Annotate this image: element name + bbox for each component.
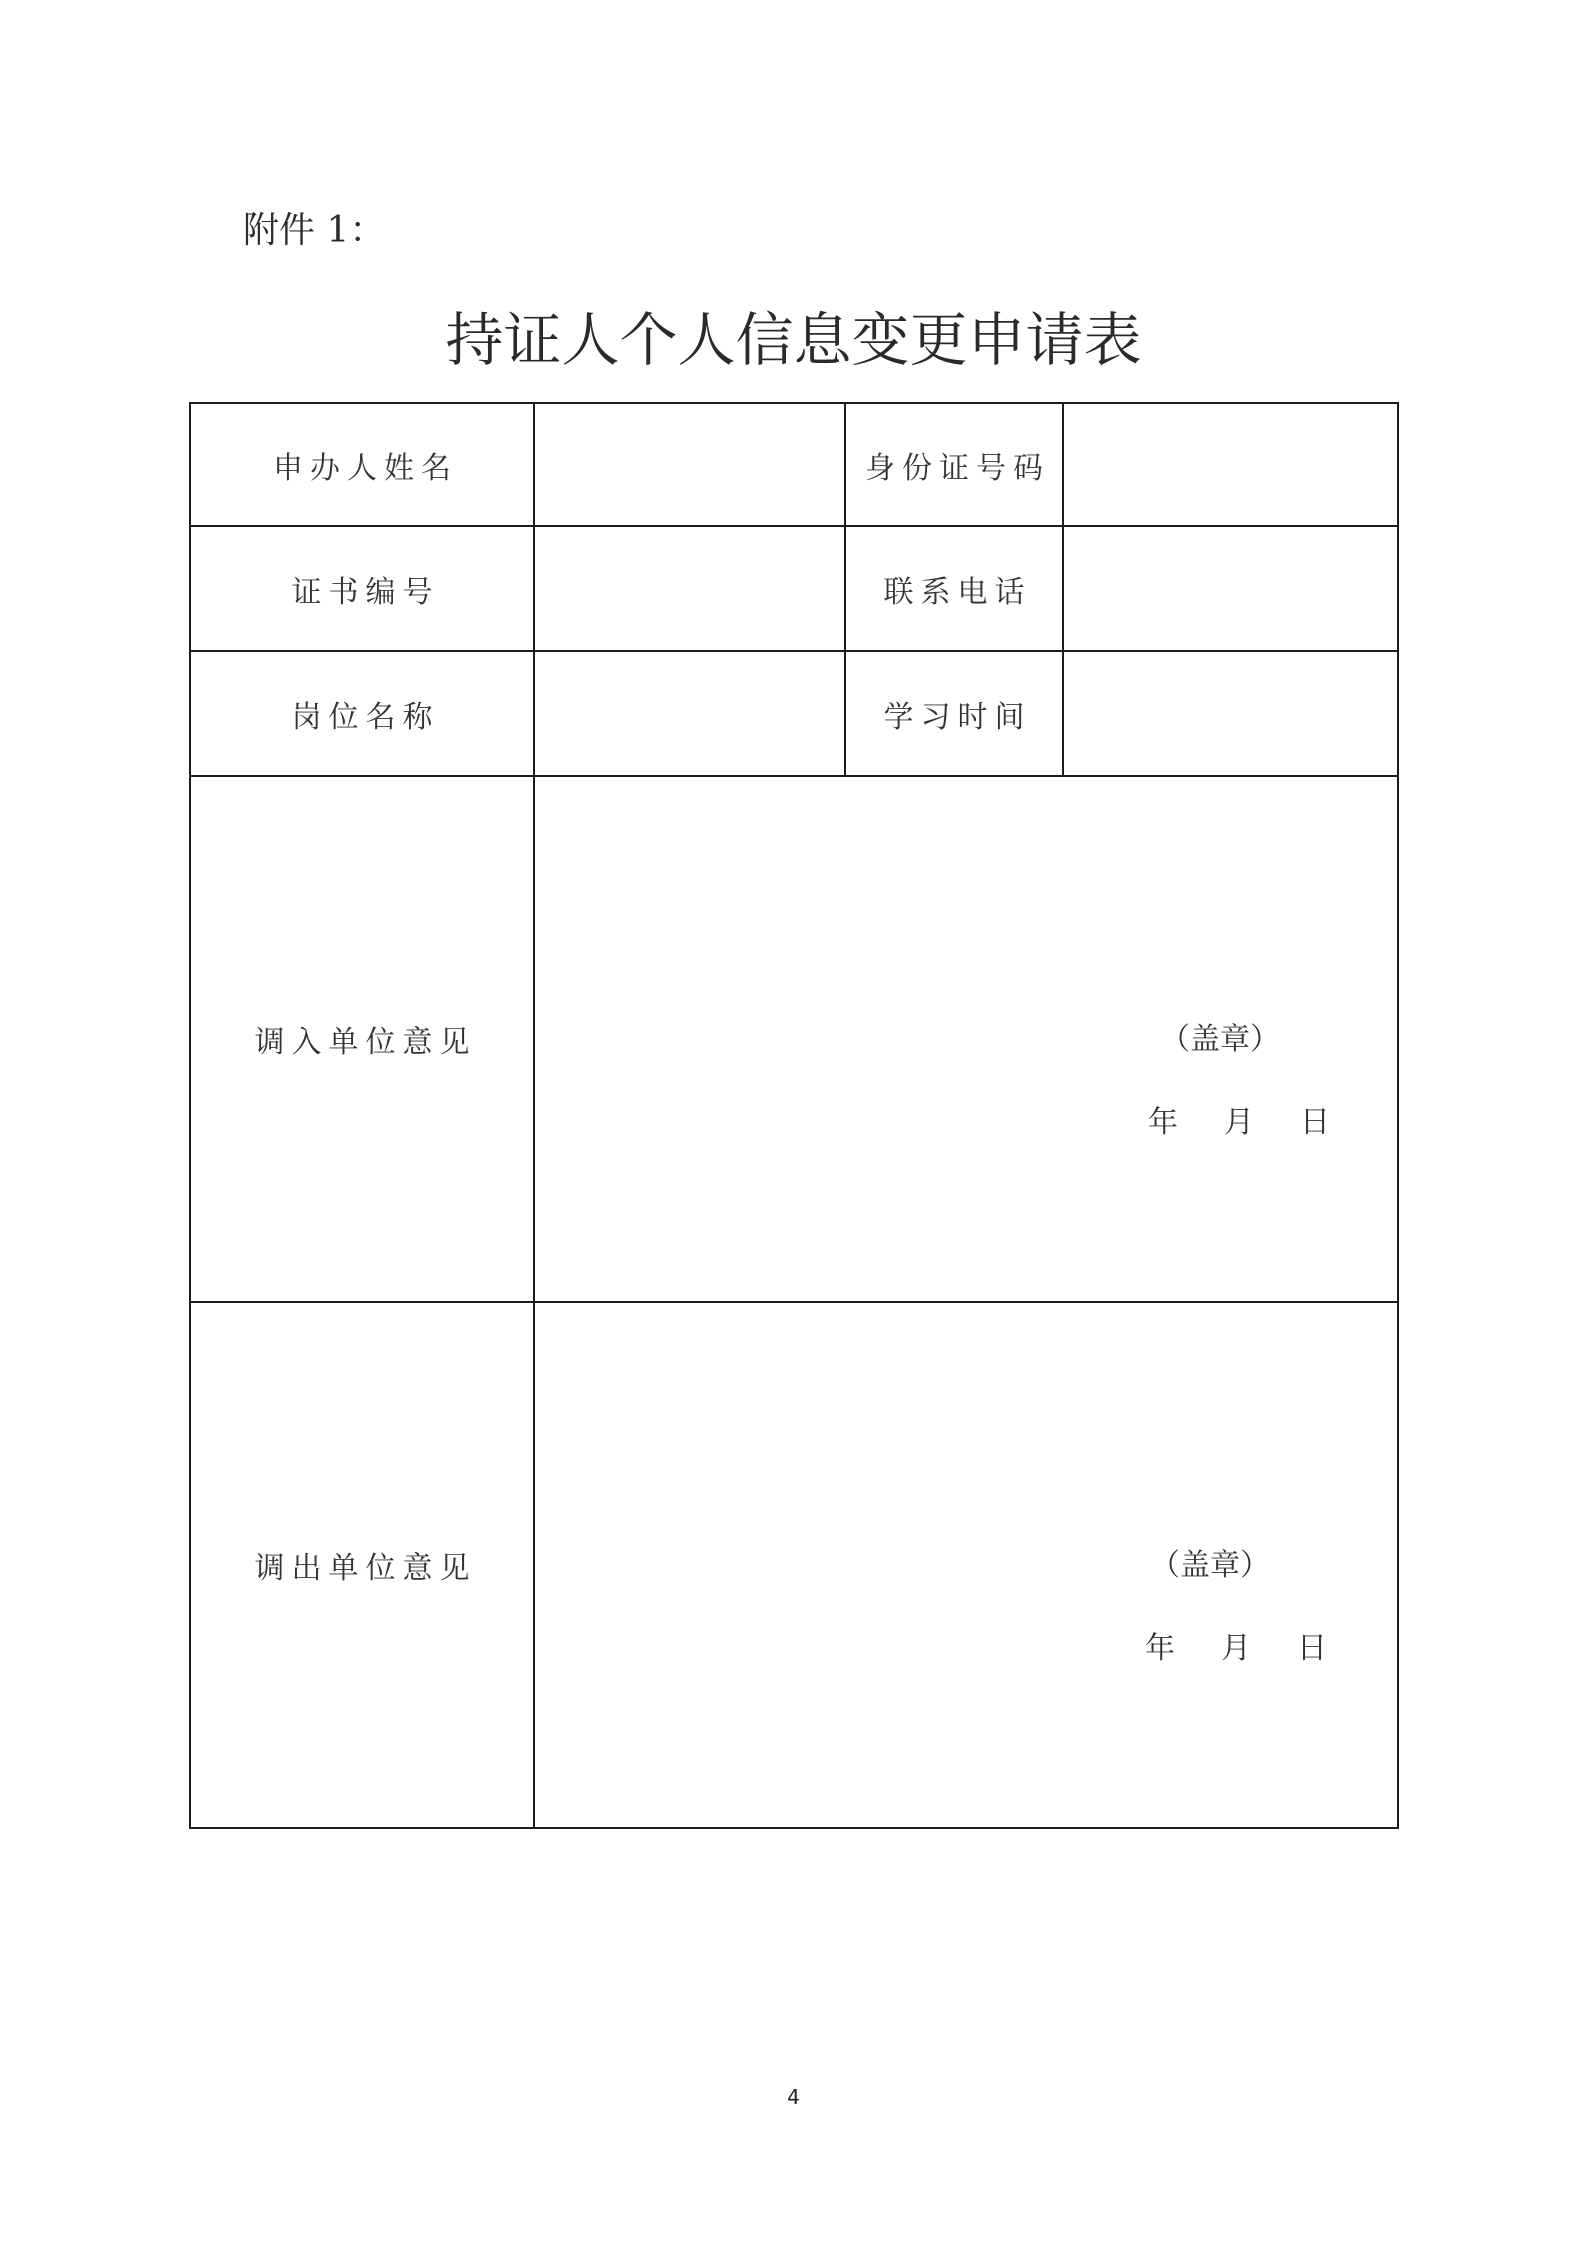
label-sending-unit-opinion: 调出单位意见 — [190, 1302, 534, 1828]
label-position-name: 岗位名称 — [190, 651, 534, 776]
field-certificate-number — [534, 526, 845, 651]
label-contact-phone: 联系电话 — [845, 526, 1063, 651]
form-title: 持证人个人信息变更申请表 — [445, 306, 1142, 374]
field-position-name — [534, 651, 845, 776]
date-month: 月 — [1224, 1105, 1254, 1140]
date-day: 日 — [1297, 1631, 1327, 1666]
attachment-label: 附件 1： — [243, 210, 386, 251]
date-month: 月 — [1221, 1631, 1251, 1666]
form-row-position-study — [190, 651, 1398, 776]
form-row-certificate-phone — [190, 526, 1398, 651]
seal-placeholder: （盖章） — [1150, 1548, 1270, 1583]
date-line — [1145, 1629, 1327, 1669]
label-id-number: 身份证号码 — [845, 403, 1063, 526]
date-year: 年 — [1148, 1105, 1178, 1140]
field-study-time — [1063, 651, 1398, 776]
field-contact-phone — [1063, 526, 1398, 651]
label-certificate-number: 证书编号 — [190, 526, 534, 651]
date-day: 日 — [1300, 1105, 1330, 1140]
label-receiving-unit-opinion: 调入单位意见 — [190, 776, 534, 1302]
field-id-number — [1063, 403, 1398, 526]
date-year: 年 — [1145, 1631, 1175, 1666]
field-applicant-name — [534, 403, 845, 526]
date-line — [1148, 1103, 1330, 1143]
page-number: 4 — [787, 2085, 800, 2109]
field-sending-unit-opinion — [534, 1302, 1398, 1828]
form-row-receiving-unit — [190, 776, 1398, 1302]
label-study-time: 学习时间 — [845, 651, 1063, 776]
form-row-name-id — [190, 403, 1398, 526]
seal-placeholder: （盖章） — [1160, 1022, 1280, 1057]
application-form-table — [189, 402, 1399, 1829]
form-row-sending-unit — [190, 1302, 1398, 1828]
field-receiving-unit-opinion — [534, 776, 1398, 1302]
label-applicant-name: 申办人姓名 — [190, 403, 534, 526]
